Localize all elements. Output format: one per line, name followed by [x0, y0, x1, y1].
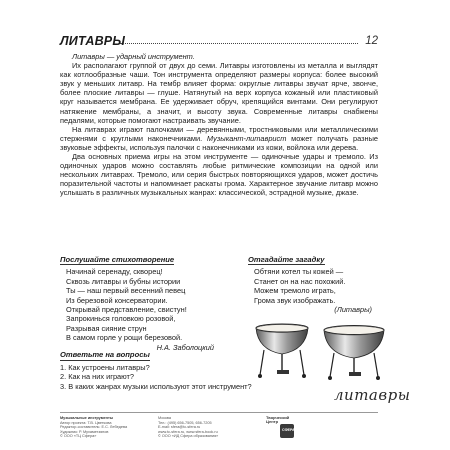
poem-line: Запрокинься головкою розовой,	[66, 314, 176, 324]
question-item: 2. Как на них играют?	[60, 372, 135, 382]
poem-block	[60, 255, 220, 352]
publisher-logo-inner: СФЕРА	[282, 428, 295, 432]
riddle-line: Обтяни котел ты кожей —	[254, 267, 344, 277]
poem-heading: Послушайте стихотворение	[60, 255, 175, 264]
publisher-logo-text: Творческий Центр	[266, 415, 290, 425]
intro-paragraph-1: Литавры — ударный инструмент.	[72, 52, 195, 61]
footer-contacts	[158, 416, 250, 439]
footer-credits	[60, 416, 152, 439]
intro-paragraph-2: Их располагают группой от двух до семи. Литавры изготовлены из металла и выглядят как котлообразные чаши. Тон инструмента определяют размеры корпуса: более высокий звук у меньших литавр. На тембр влияет форма: округлые литавры звучат ярче, звонче, более плоские литавры — глуше. Натянутый на верх корпуса кожаный или пластиковый круг называется мембрана. Ее удерживает обруч, крепящийся винтами. Они регулируют натяжение мембраны, а значит, и высоту звука. Современные литавры снабжены педалями, которые помогают настраивать звучание.	[60, 61, 378, 125]
title-dotted-leader	[120, 43, 358, 44]
riddle-block	[248, 255, 378, 314]
poem-line: Открывай представление, свистун!	[66, 305, 187, 315]
page-header	[60, 34, 378, 50]
page-footer	[60, 412, 378, 439]
page-title: ЛИТАВРЫ	[60, 34, 126, 48]
footer-contact-line: Москва	[158, 416, 171, 420]
footer-credit-line: © ООО «ТЦ Сфера»	[60, 434, 97, 439]
handwritten-caption: литавры	[334, 386, 411, 404]
page-number: 12	[365, 35, 378, 47]
footer-contact-line: Тел.: (495) 656-7505, 656-7205	[158, 420, 212, 425]
poem-line: Начинай серенаду, скворец!	[66, 267, 163, 277]
intro-paragraph-3: На литаврах играют палочками — деревянными, тростниковыми или металлическими стержнями с круглыми наконечниками. Музыкант-литаврист может получать разные звуковые эффекты, используя палочки с наконечниками из кожи, войлока или дерева.	[60, 124, 378, 152]
poem-line: В самом горле у рощи березовой.	[66, 333, 183, 343]
poem-author: Н.А. Заболоцкий	[156, 342, 214, 352]
footer-series-title: Музыкальные инструменты	[60, 416, 114, 420]
questions-block	[60, 350, 300, 391]
footer-contact-line: E-mail: sfera@tc-sfera.ru	[158, 425, 201, 430]
footer-contact-line: www.tc-sfera.ru, www.sfera-book.ru	[158, 429, 218, 434]
questions-heading: Ответьте на вопросы	[60, 350, 150, 359]
poem-line: Из березовой консерватории.	[66, 295, 168, 305]
footer-credit-line: Редактор-составитель: Е.С. Лебедева	[60, 425, 128, 430]
riddle-heading: Отгадайте загадку	[248, 255, 325, 264]
poem-line: Разрывая сияние струн	[66, 323, 147, 333]
poem-line: Ты — наш первый весенний певец	[66, 286, 186, 296]
footer-credit-line: Автор проекта: Т.В. Цветкова	[60, 420, 112, 425]
footer-contact-line: © ООО «ИД Сфера образования»	[158, 434, 219, 439]
riddle-line: Грома звук изображать.	[254, 295, 336, 305]
intro-paragraph-4: Два основных приема игры на этом инструменте — одиночные удары и тремоло. Из одиночных ударов можно составлять любые ритмические композиции на одной или нескольких литаврах. Тремоло, или серия быстрых повторяющихся ударов, может достичь поразительной частоты и напоминает раскаты грома. Характерное звучание литавр можно услышать в различных музыкальных жанрах: классической, эстрадной музыке, джазе.	[60, 152, 378, 198]
publisher-logo	[266, 416, 302, 438]
timpani-right	[324, 326, 384, 381]
footer-credit-line: Художник: Р. Мухаметзянов	[60, 429, 109, 434]
question-item: 3. В каких жанрах музыки используют этот инструмент?	[60, 381, 252, 391]
riddle-line: Станет он на нас похожий.	[254, 276, 346, 286]
poem-line: Сквозь литавры и бубны истории	[66, 276, 181, 286]
riddle-line: Можем тремоло играть,	[254, 286, 336, 296]
intro-text	[60, 52, 378, 198]
riddle-answer: (Литавры)	[334, 305, 372, 315]
question-item: 1. Как устроены литавры?	[60, 362, 150, 372]
